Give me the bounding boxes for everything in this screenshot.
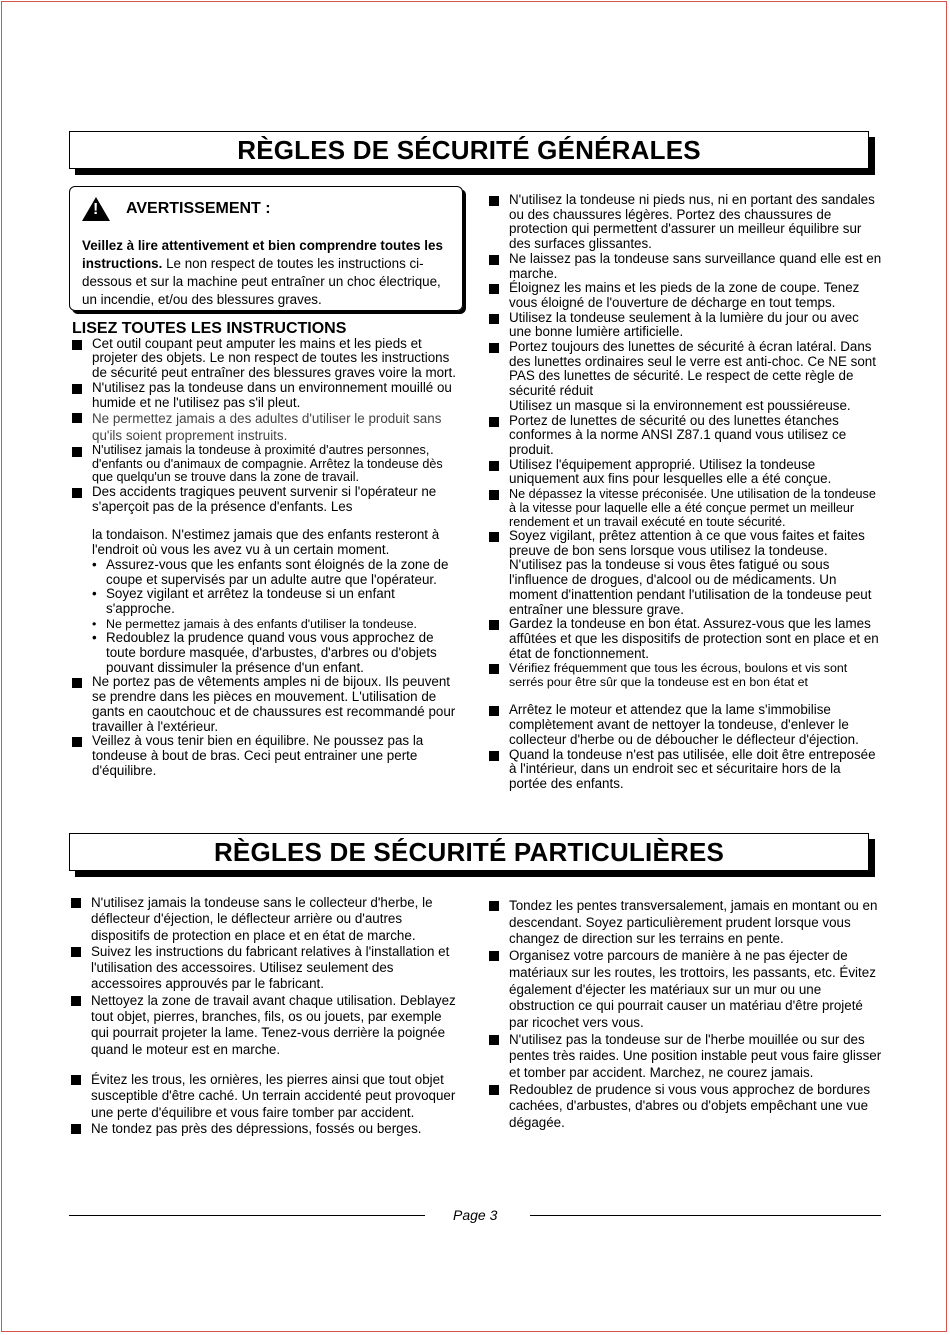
list-item: Ne laissez pas la tondeuse sans surveillance quand elle est en marche.	[489, 252, 882, 281]
warning-text: Veillez à lire attentivement et bien comprendre toutes les instructions. Le non respect de toutes les instructions ci-dessous et sur la machine peut entraîner un choc électrique, un incendie, et/ou des blessures graves.	[82, 238, 443, 307]
page-number: Page 3	[453, 1207, 498, 1223]
section-title-general: RÈGLES DE SÉCURITÉ GÉNÉRALES	[69, 131, 869, 169]
list-item: Quand la tondeuse n'est pas utilisée, elle doit être entreposée à l'intérieur, dans un endroit sec et sécuritaire hors de la portée des enfants.	[489, 748, 882, 792]
list-item: N'utilisez la tondeuse ni pieds nus, ni en portant des sandales ou des chaussures légères. Portez des chaussures de protection qui permettent d'assurer un meilleur équilibre sur des surfaces glissantes.	[489, 193, 882, 252]
list-item: Ne tondez pas près des dépressions, fossés ou berges.	[71, 1121, 463, 1137]
sub-list-item: • Ne permettez jamais à des enfants d'utiliser la tondeuse.	[72, 617, 464, 632]
list-item: Portez toujours des lunettes de sécurité à écran latéral. Dans des lunettes ordinaires seul le verre est anti-choc. Ce NE sont PAS des lunettes de sécurité. Le respect de cette règle de sécurité réduit	[489, 340, 882, 399]
general-right-column	[489, 193, 882, 792]
warning-icon	[82, 197, 110, 221]
list-item-continuation: la tondaison. N'estimez jamais que des enfants resteront à l'endroit où vous les avez vu à un certain moment.	[92, 527, 440, 558]
list-item: Redoublez de prudence si vous vous approchez de bordures cachées, d'arbustes, d'abres ou d'objets empêchant une vue dégagée.	[489, 1082, 882, 1132]
warning-heading: ! AVERTISSEMENT :	[82, 197, 452, 221]
sub-list-item: • Soyez vigilant et arrêtez la tondeuse si un enfant s'approche.	[72, 587, 464, 616]
list-item: Ne portez pas de vêtements amples ni de bijoux. Ils peuvent se prendre dans les pièces en mouvement. L'utilisation de gants en caoutchouc et de chaussures est recommandé pour travailler à l'extérieur.	[72, 675, 464, 734]
footer-rule-left	[69, 1215, 425, 1216]
particular-left-column	[71, 895, 463, 1137]
list-item: Nettoyez la zone de travail avant chaque utilisation. Deblayez tout objet, pierres, branches, fils, os ou jouets, par exemple qui pourrait projeter la lame. Tenez-vous derrière la poignée quand le moteur est en marche.	[71, 993, 463, 1058]
list-item: Cet outil coupant peut amputer les mains et les pieds et projeter des objets. Le non respect de toutes les instructions de sécurité peut entraîner des blessures graves voire la mort.	[72, 337, 464, 381]
list-item: Utilisez la tondeuse seulement à la lumière du jour ou avec une bonne lumière artificielle.	[489, 311, 882, 340]
read-instructions-heading: LISEZ TOUTES LES INSTRUCTIONS	[72, 320, 347, 337]
list-item: N'utilisez jamais la tondeuse à proximité d'autres personnes, d'enfants ou d'animaux de compagnie. Arrêtez la tondeuse dès que quelqu'un se trouve dans la zone de travail.	[72, 444, 464, 485]
list-item: N'utilisez pas la tondeuse sur de l'herbe mouillée ou sur des pentes très raides. Une position instable peut vous faire glisser et tomber par accident. Marchez, ne courez jamais.	[489, 1032, 882, 1082]
list-item: N'utilisez jamais la tondeuse sans le collecteur d'herbe, le déflecteur d'éjection, le déflecteur arrière ou d'autres dispositifs de protection en place et en état de marche.	[71, 895, 463, 944]
list-item: Tondez les pentes transversalement, jamais en montant ou en descendant. Soyez particulièrement prudent lorsque vous changez de direction sur les terrains en pente.	[489, 898, 882, 948]
section-title-particular: RÈGLES DE SÉCURITÉ PARTICULIÈRES	[69, 833, 869, 871]
footer-rule-right	[530, 1215, 881, 1216]
list-item: Veillez à vous tenir bien en équilibre. Ne poussez pas la tondeuse à bout de bras. Ceci peut entrainer une perte d'équilibre.	[72, 734, 464, 778]
list-item: Des accidents tragiques peuvent survenir si l'opérateur ne s'aperçoit pas de la présence d'enfants. Les	[72, 485, 464, 514]
sub-list-item: • Redoublez la prudence quand vous vous approchez de toute bordure masquée, d'arbustes, d'arbres ou d'objets pouvant dissimuler la présence d'un enfant.	[72, 631, 464, 675]
list-item: Arrêtez le moteur et attendez que la lame s'immobilise complètement avant de nettoyer la tondeuse, d'enlever le collecteur d'herbe ou de déboucher le déflecteur d'éjection.	[489, 703, 882, 747]
general-left-column	[72, 322, 464, 778]
list-item: Évitez les trous, les ornières, les pierres ainsi que tout objet susceptible d'être caché. Un terrain accidenté peut provoquer une perte d'équilibre et vous faire tomber par accident.	[71, 1072, 463, 1121]
sub-list-item: • Assurez-vous que les enfants sont éloignés de la zone de coupe et supervisés par un adulte autre que l'opérateur.	[72, 558, 464, 587]
list-item: Portez de lunettes de sécurité ou des lunettes étanches conformes à la norme ANSI Z87.1 quand vous utilisez ce produit.	[489, 414, 882, 458]
list-item: Suivez les instructions du fabricant relatives à l'installation et l'utilisation des accessoires. Utilisez seulement des accessoires approuvés par le fabricant.	[71, 944, 463, 993]
list-item: Utilisez l'équipement approprié. Utilisez la tondeuse uniquement aux fins pour lesquelles elle a été conçue.	[489, 458, 882, 487]
list-item: Ne permettez jamais a des adultes d'utiliser le produit sans qu'ils soient proprement instruits.	[72, 410, 464, 444]
particular-right-column	[489, 898, 882, 1132]
list-item: Éloignez les mains et les pieds de la zone de coupe. Tenez vous éloigné de l'ouverture de décharge en tout temps.	[489, 281, 882, 310]
list-item: Soyez vigilant, prêtez attention à ce que vous faites et faites preuve de bon sens lorsque vous utilisez la tondeuse. N'utilisez pas la tondeuse si vous êtes fatigué ou sous l'influence de drogues, d'alcool ou de médicaments. Un moment d'inattention pendant l'utilisation de la tondeuse peut entraîner une blessure grave.	[489, 529, 882, 617]
list-item: N'utilisez pas la tondeuse dans un environnement mouillé ou humide et ne l'utilisez pas s'il pleut.	[72, 381, 464, 410]
list-item: Ne dépassez la vitesse préconisée. Une utilisation de la tondeuse à la vitesse pour laquelle elle a été conçue permet un meilleur rendement et un travail exécuté en toute sécurité.	[489, 487, 882, 529]
list-item: Organisez votre parcours de manière à ne pas éjecter de matériaux sur les routes, les trottoirs, les passants, etc. Évitez également d'éjecter les matériaux sur un mur ou une obstruction ce qui pourrait causer un matériau d'être projeté par ricochet vers vous.	[489, 948, 882, 1032]
list-item-continuation: Utilisez un masque si la environnement est poussiéreuse.	[509, 397, 851, 413]
list-item: Gardez la tondeuse en bon état. Assurez-vous que les lames affûtées et que les dispositifs de protection sont en place et en état de fonctionnement.	[489, 617, 882, 661]
list-item: Vérifiez fréquemment que tous les écrous, boulons et vis sont serrés pour être sûr que la tondeuse est en bon état et	[489, 661, 882, 689]
warning-box	[69, 186, 463, 311]
